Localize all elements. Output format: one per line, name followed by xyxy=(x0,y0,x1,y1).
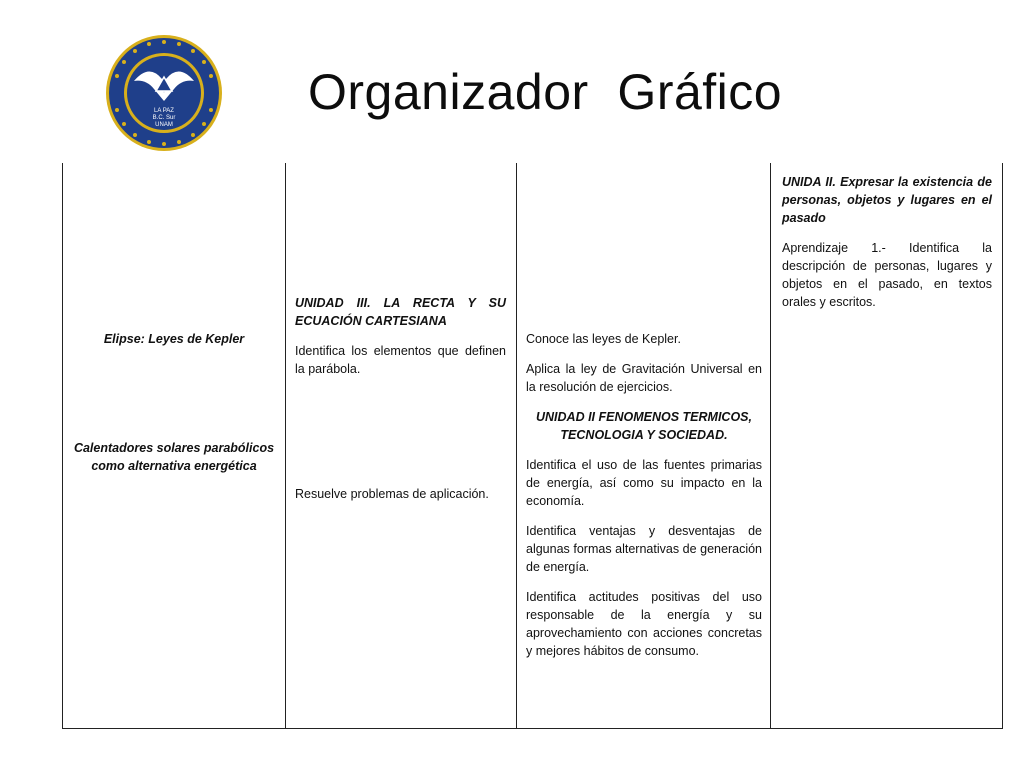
slide-title: Organizador Gráfico xyxy=(308,64,783,120)
table-border-left xyxy=(62,163,63,729)
logo-center-line2: B.C. Sur xyxy=(152,115,176,121)
unit-iii-heading: UNIDAD III. LA RECTA Y SU ECUACIÓN CARTESIANA xyxy=(295,296,506,328)
column-2-content xyxy=(295,294,506,390)
col3-paragraph-1: Conoce las leyes de Kepler. xyxy=(526,332,681,346)
topic-solar-line1: Calentadores solares parabólicos xyxy=(73,441,275,455)
col3-paragraph-3: Identifica el uso de las fuentes primarias de energía, así como su impacto en la economía. xyxy=(526,458,762,508)
topic-solar-heaters xyxy=(70,439,278,475)
col4-paragraph-1: Aprendizaje 1.- Identifica la descripción de personas, lugares y objetos en el pasado, en textos orales y escritos. xyxy=(782,241,992,309)
column-4-content xyxy=(782,173,992,323)
table-border-bottom xyxy=(62,728,1003,729)
unida-ii-heading: UNIDA II. Expresar la existencia de personas, objetos y lugares en el pasado xyxy=(782,175,992,225)
unit-ii-heading-line2: TECNOLOGIA Y SOCIEDAD. xyxy=(560,428,728,442)
logo-center-line3: UNAM xyxy=(155,122,173,128)
table-border-right xyxy=(1002,163,1003,729)
unit-ii-heading-line1: UNIDAD II FENOMENOS TERMICOS, xyxy=(536,410,752,424)
organizer-table xyxy=(62,163,1003,729)
col2-paragraph-1: Identifica los elementos que definen la parábola. xyxy=(295,344,506,376)
column-divider-2 xyxy=(516,163,517,729)
col3-paragraph-2: Aplica la ley de Gravitación Universal en la resolución de ejercicios. xyxy=(526,362,762,394)
col3-paragraph-4: Identifica ventajas y desventajas de algunas formas alternativas de generación de energía. xyxy=(526,524,762,574)
school-logo xyxy=(104,33,224,153)
logo-center-line1: LA PAZ xyxy=(154,108,174,114)
column-3-content xyxy=(526,330,762,672)
col3-paragraph-5: Identifica actitudes positivas del uso responsable de la energía y su aprovechamiento con acciones concretas y mejores hábitos de consumo. xyxy=(526,590,762,658)
topic-kepler xyxy=(70,330,278,348)
topic-kepler-text: Elipse: Leyes de Kepler xyxy=(103,332,245,346)
school-seal-icon xyxy=(104,33,224,153)
unit-ii-heading xyxy=(526,408,762,444)
topic-solar-line2: como alternativa energética xyxy=(91,459,257,473)
col2-paragraph-2: Resuelve problemas de aplicación. xyxy=(295,487,489,501)
column-divider-3 xyxy=(770,163,771,729)
column-divider-1 xyxy=(285,163,286,729)
